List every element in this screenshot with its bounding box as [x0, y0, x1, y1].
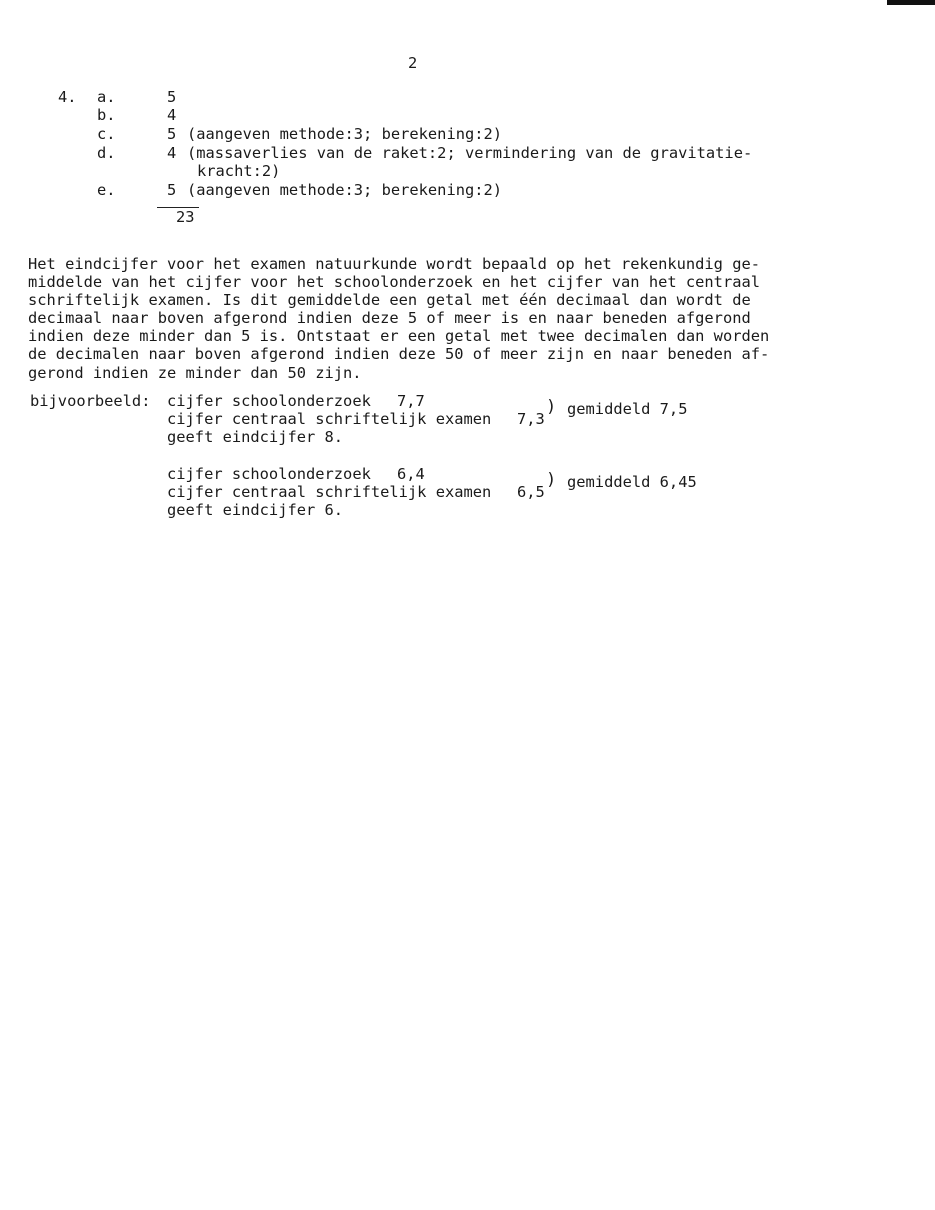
paragraph-line: Het eindcijfer voor het examen natuurkunde wordt bepaald op het rekenkundig ge- [28, 255, 761, 273]
exam-grade-label: cijfer centraal schriftelijk examen [167, 483, 492, 501]
part-letter: d. [97, 144, 116, 162]
part-points: 4 [167, 106, 177, 124]
part-points: 5 [167, 125, 177, 143]
paragraph-line: middelde van het cijfer voor het schoolonderzoek en het cijfer van het centraal [28, 273, 761, 291]
total-points: 23 [176, 208, 195, 226]
school-grade-value: 6,4 [397, 465, 425, 483]
part-letter: b. [97, 106, 116, 124]
paragraph-line: decimaal naar boven afgerond indien deze 5 of meer is en naar beneden afgerond [28, 309, 751, 327]
question-number: 4. [58, 88, 77, 106]
school-grade-label: cijfer schoolonderzoek [167, 465, 371, 483]
paragraph-line: schriftelijk examen. Is dit gemiddelde een getal met één decimaal dan wordt de [28, 291, 751, 309]
part-note: (aangeven methode:3; berekening:2) [187, 181, 503, 199]
part-letter: a. [97, 88, 116, 106]
bracket-glyph: ) [546, 397, 557, 417]
scan-edge-mark [887, 0, 935, 5]
part-letter: e. [97, 181, 116, 199]
exam-grade-label: cijfer centraal schriftelijk examen [167, 410, 492, 428]
part-points: 5 [167, 88, 177, 106]
average-result: gemiddeld 6,45 [567, 473, 697, 491]
exam-grade-value: 7,3 [517, 410, 545, 428]
part-letter: c. [97, 125, 116, 143]
part-note-continuation: kracht:2) [197, 162, 281, 180]
paragraph-line: indien deze minder dan 5 is. Ontstaat er een getal met twee decimalen dan worden [28, 327, 770, 345]
paragraph-line: de decimalen naar boven afgerond indien deze 50 of meer zijn en naar beneden af- [28, 345, 770, 363]
school-grade-value: 7,7 [397, 392, 425, 410]
exam-grade-value: 6,5 [517, 483, 545, 501]
examples-label: bijvoorbeeld: [30, 392, 151, 410]
school-grade-label: cijfer schoolonderzoek [167, 392, 371, 410]
paragraph-line: gerond indien ze minder dan 50 zijn. [28, 364, 362, 382]
part-note: (massaverlies van de raket:2; vermindering van de gravitatie- [187, 144, 753, 162]
part-note: (aangeven methode:3; berekening:2) [187, 125, 503, 143]
page-number: 2 [408, 54, 418, 72]
final-grade-line: geeft eindcijfer 6. [167, 501, 344, 519]
part-points: 4 [167, 144, 177, 162]
final-grade-line: geeft eindcijfer 8. [167, 428, 344, 446]
average-result: gemiddeld 7,5 [567, 400, 688, 418]
bracket-glyph: ) [546, 470, 557, 490]
part-points: 5 [167, 181, 177, 199]
